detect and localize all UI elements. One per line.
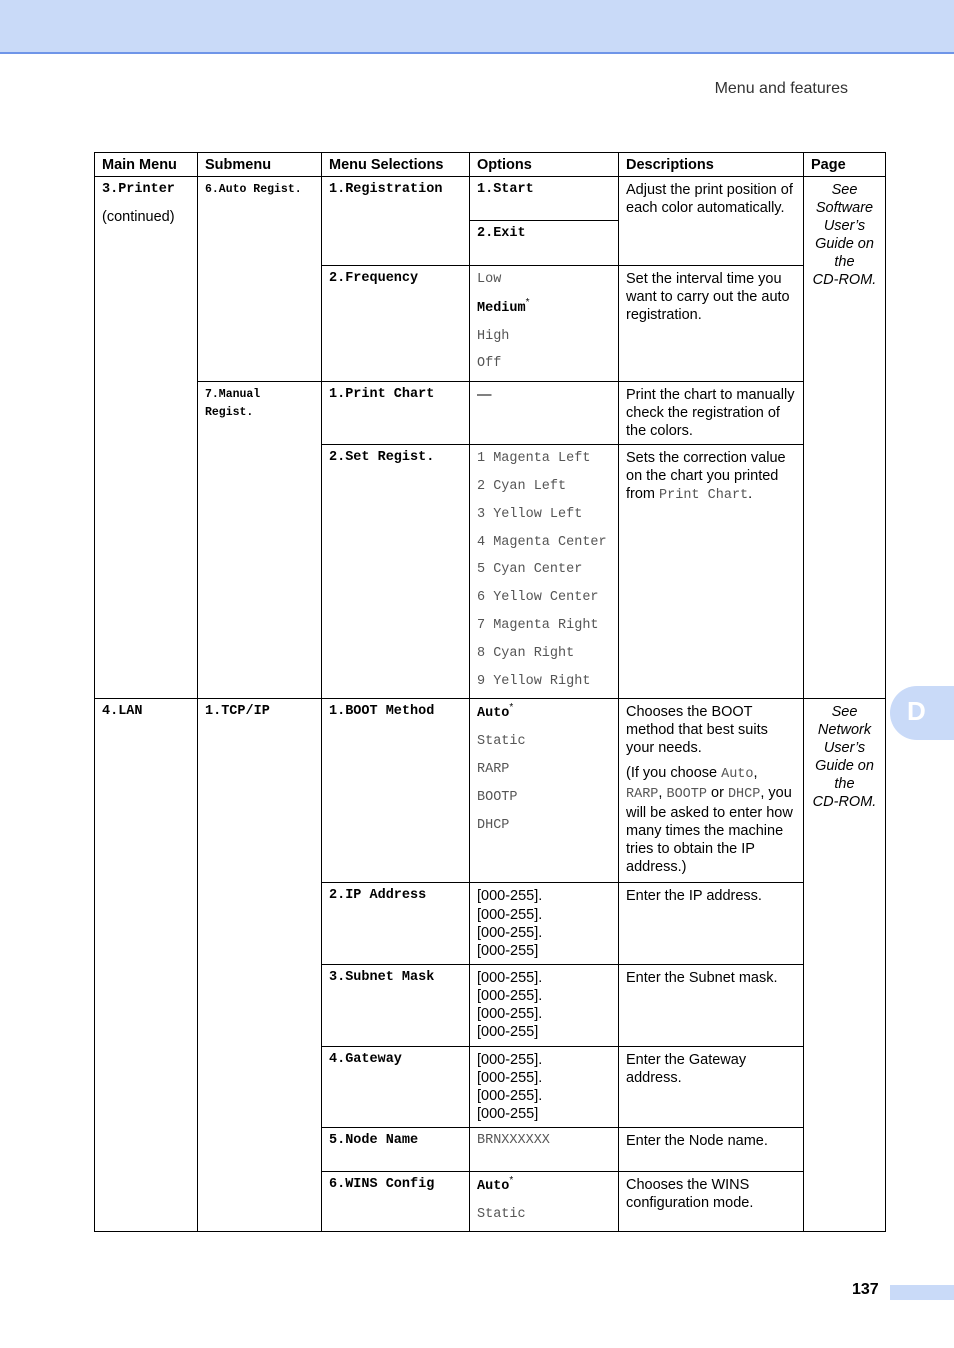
options-subnet-mask: [000-255]. [000-255]. [000-255]. [000-255] [470,964,619,1046]
running-title: Menu and features [714,80,848,97]
selection-node-name: 5.Node Name [329,1132,419,1148]
desc-set-regist: Sets the correction value on the chart you printed from Print Chart. [619,445,804,699]
option-node-name-cell [470,1127,619,1171]
col-page: Page [804,153,886,177]
selection-wins-config: 6.WINS Config [329,1176,435,1192]
option-start: 1.Start [477,182,534,197]
submenu-manual-regist-cell [198,382,322,699]
selection-ip-address-cell [322,883,470,964]
main-menu-printer-cell [95,177,198,699]
options-frequency [470,266,619,382]
options-set-regist [470,445,619,699]
option-rarp: RARP [477,761,510,777]
desc-frequency: Set the interval time you want to carry out the auto registration. [619,266,804,382]
selection-set-regist-cell [322,445,470,699]
list-item: 5 Cyan Center [477,562,583,578]
table-row [95,699,886,883]
main-menu-lan: 4.LAN [102,704,143,720]
option-node-name: BRNXXXXXX [477,1132,550,1148]
desc-ip-address: Enter the IP address. [619,883,804,964]
selection-boot-method-cell [322,699,470,883]
desc-wins-config: Chooses the WINS configuration mode. [619,1171,804,1232]
desc-subnet-mask: Enter the Subnet mask. [619,964,804,1046]
option-high: High [477,328,510,344]
list-item: 7 Magenta Right [477,617,599,633]
main-menu-printer: 3.Printer [102,182,175,197]
option-exit-cell [470,221,619,266]
menu-table [94,152,886,1232]
options-boot-method [470,699,619,883]
selection-gateway: 4.Gateway [329,1051,402,1067]
option-auto-default: Auto* [477,1174,514,1194]
options-gateway: [000-255]. [000-255]. [000-255]. [000-255] [470,1046,619,1127]
list-item: 3 Yellow Left [477,506,583,522]
page-number: 137 [852,1281,879,1298]
selection-wins-config-cell [322,1171,470,1232]
desc-gateway: Enter the Gateway address. [619,1046,804,1127]
desc-node-name: Enter the Node name. [619,1127,804,1171]
selection-registration: 1.Registration [329,182,443,197]
footer-bar [890,1285,954,1300]
page-ref-software-guide: See Software User’s Guide on the CD-ROM. [804,177,886,699]
selection-node-name-cell [322,1127,470,1171]
col-options: Options [470,153,619,177]
table-row [95,382,886,445]
option-static: Static [477,1206,526,1222]
option-exit: 2.Exit [477,226,526,241]
desc-print-chart: Print the chart to manually check the registration of the colors. [619,382,804,445]
option-auto-default: Auto* [477,702,514,722]
col-menu-selections: Menu Selections [322,153,470,177]
selection-frequency-cell [322,266,470,382]
desc-boot-method: Chooses the BOOT method that best suits your needs. (If you choose Auto, RARP, BOOTP or DHCP, you will be asked to enter how many times the machine tries to obtain the IP address.) [619,699,804,883]
option-medium-default: Medium* [477,296,530,316]
selection-boot-method: 1.BOOT Method [329,704,435,720]
submenu-manual-regist: 7.Manual Regist. [205,388,261,420]
selection-set-regist: 2.Set Regist. [329,450,435,466]
col-descriptions: Descriptions [619,153,804,177]
selection-subnet-mask: 3.Subnet Mask [329,969,435,985]
main-menu-lan-cell [95,699,198,1232]
option-static: Static [477,734,526,750]
options-wins-config [470,1171,619,1232]
appendix-tab-letter: D [907,696,926,726]
option-start-cell [470,177,619,221]
option-low: Low [477,272,502,287]
option-print-chart: — [470,382,619,445]
option-dhcp: DHCP [477,817,510,833]
selection-frequency: 2.Frequency [329,271,419,286]
list-item: 4 Magenta Center [477,534,607,550]
selection-print-chart-cell [322,382,470,445]
submenu-tcpip-cell [198,699,322,1232]
selection-gateway-cell [322,1046,470,1127]
header-band [0,0,954,54]
submenu-tcpip: 1.TCP/IP [205,704,270,720]
table-header-row [95,153,886,177]
submenu-auto-regist: 6.Auto Regist. [205,183,302,196]
page-ref-network-guide: See Network User’s Guide on the CD-ROM. [804,699,886,1232]
col-main-menu: Main Menu [95,153,198,177]
list-item: 6 Yellow Center [477,590,599,606]
col-submenu: Submenu [198,153,322,177]
continued-label: (continued) [102,209,175,225]
selection-registration-cell [322,177,470,266]
appendix-tab [890,686,954,740]
desc-registration: Adjust the print position of each color automatically. [619,177,804,266]
option-off: Off [477,356,502,372]
list-item: 9 Yellow Right [477,673,591,689]
list-item: 8 Cyan Right [477,645,575,661]
selection-ip-address: 2.IP Address [329,888,427,904]
options-ip-address: [000-255]. [000-255]. [000-255]. [000-255] [470,883,619,964]
list-item: 1 Magenta Left [477,451,591,467]
selection-subnet-mask-cell [322,964,470,1046]
submenu-auto-regist-cell [198,177,322,382]
selection-print-chart: 1.Print Chart [329,387,435,403]
option-bootp: BOOTP [477,789,518,805]
table-row [95,177,886,221]
list-item: 2 Cyan Left [477,478,567,494]
